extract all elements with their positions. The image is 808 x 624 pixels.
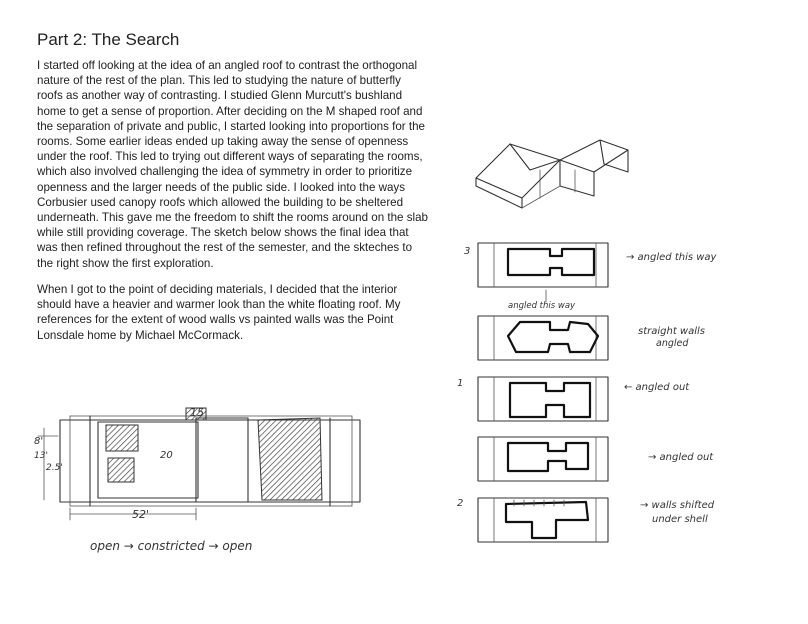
iteration-plan-2 <box>478 316 608 360</box>
dim-top: 15 <box>190 406 204 419</box>
note-angled-this-way: → angled this way <box>626 252 717 263</box>
plan-caption: open → constricted → open <box>90 539 253 553</box>
body-paragraph-search: I started off looking at the idea of an angled roof to contrast the orthogonal nature of the rest of the plan. This led to studying the nature of butterfly roofs as another way of contrasting. I studied Glenn Murcutt's bushland home to get a sense of proportion. After deciding on the M shaped roof and the separation of private and public, I started looking into proportions for the rooms. Some earlier ideas ended up taking away the sense of openness under the roof. This led to trying out different ways of separating the rooms, which also involved challenging the idea of symmetry in order to prioritize openness and the larger needs of the public side. I looked into the ways Corbusier used canopy roofs which allowed the building to be sheltered underneath. This gave me the freedom to shift the rooms around on the slab while still providing coverage. The sketch below shows the final idea that was then refined throughout the rest of the semester, and the skteches to the right show the first exploration. <box>37 59 428 270</box>
note-straight-walls: straight walls <box>638 326 706 337</box>
dim-left-2: 13' <box>34 451 48 461</box>
note-angled-this-way-arrow: angled this way <box>508 301 576 311</box>
note-walls-shifted: → walls shifted <box>640 500 715 511</box>
note-under-shell: under shell <box>652 514 708 525</box>
note-angled: angled <box>656 338 689 349</box>
iteration-plan-4 <box>478 437 608 481</box>
iteration-number-2: 2 <box>457 498 464 509</box>
dim-left-3: 2.5' <box>46 463 63 473</box>
iteration-plan-1 <box>478 243 608 302</box>
dim-left-1: 8' <box>34 436 44 447</box>
iteration-number-1: 1 <box>457 378 464 389</box>
note-angled-out-2: → angled out <box>648 452 714 463</box>
page-title: Part 2: The Search <box>37 30 180 49</box>
body-paragraph-materials: When I got to the point of deciding materials, I decided that the interior should have a heavier and warmer look than the white floating roof. My references for the extent of wood walls vs painted walls was the Point Lonsdale home by Michael McCormack. <box>37 283 401 342</box>
iteration-number-3: 3 <box>464 246 471 257</box>
dim-center: 20 <box>160 450 173 461</box>
iteration-plan-3 <box>478 377 608 421</box>
note-angled-out-1: ← angled out <box>624 382 690 393</box>
dim-bottom: 52' <box>132 508 150 521</box>
iteration-plan-5 <box>478 498 608 542</box>
plan-sketch-final <box>38 408 360 520</box>
roof-perspective-sketch <box>476 140 628 208</box>
